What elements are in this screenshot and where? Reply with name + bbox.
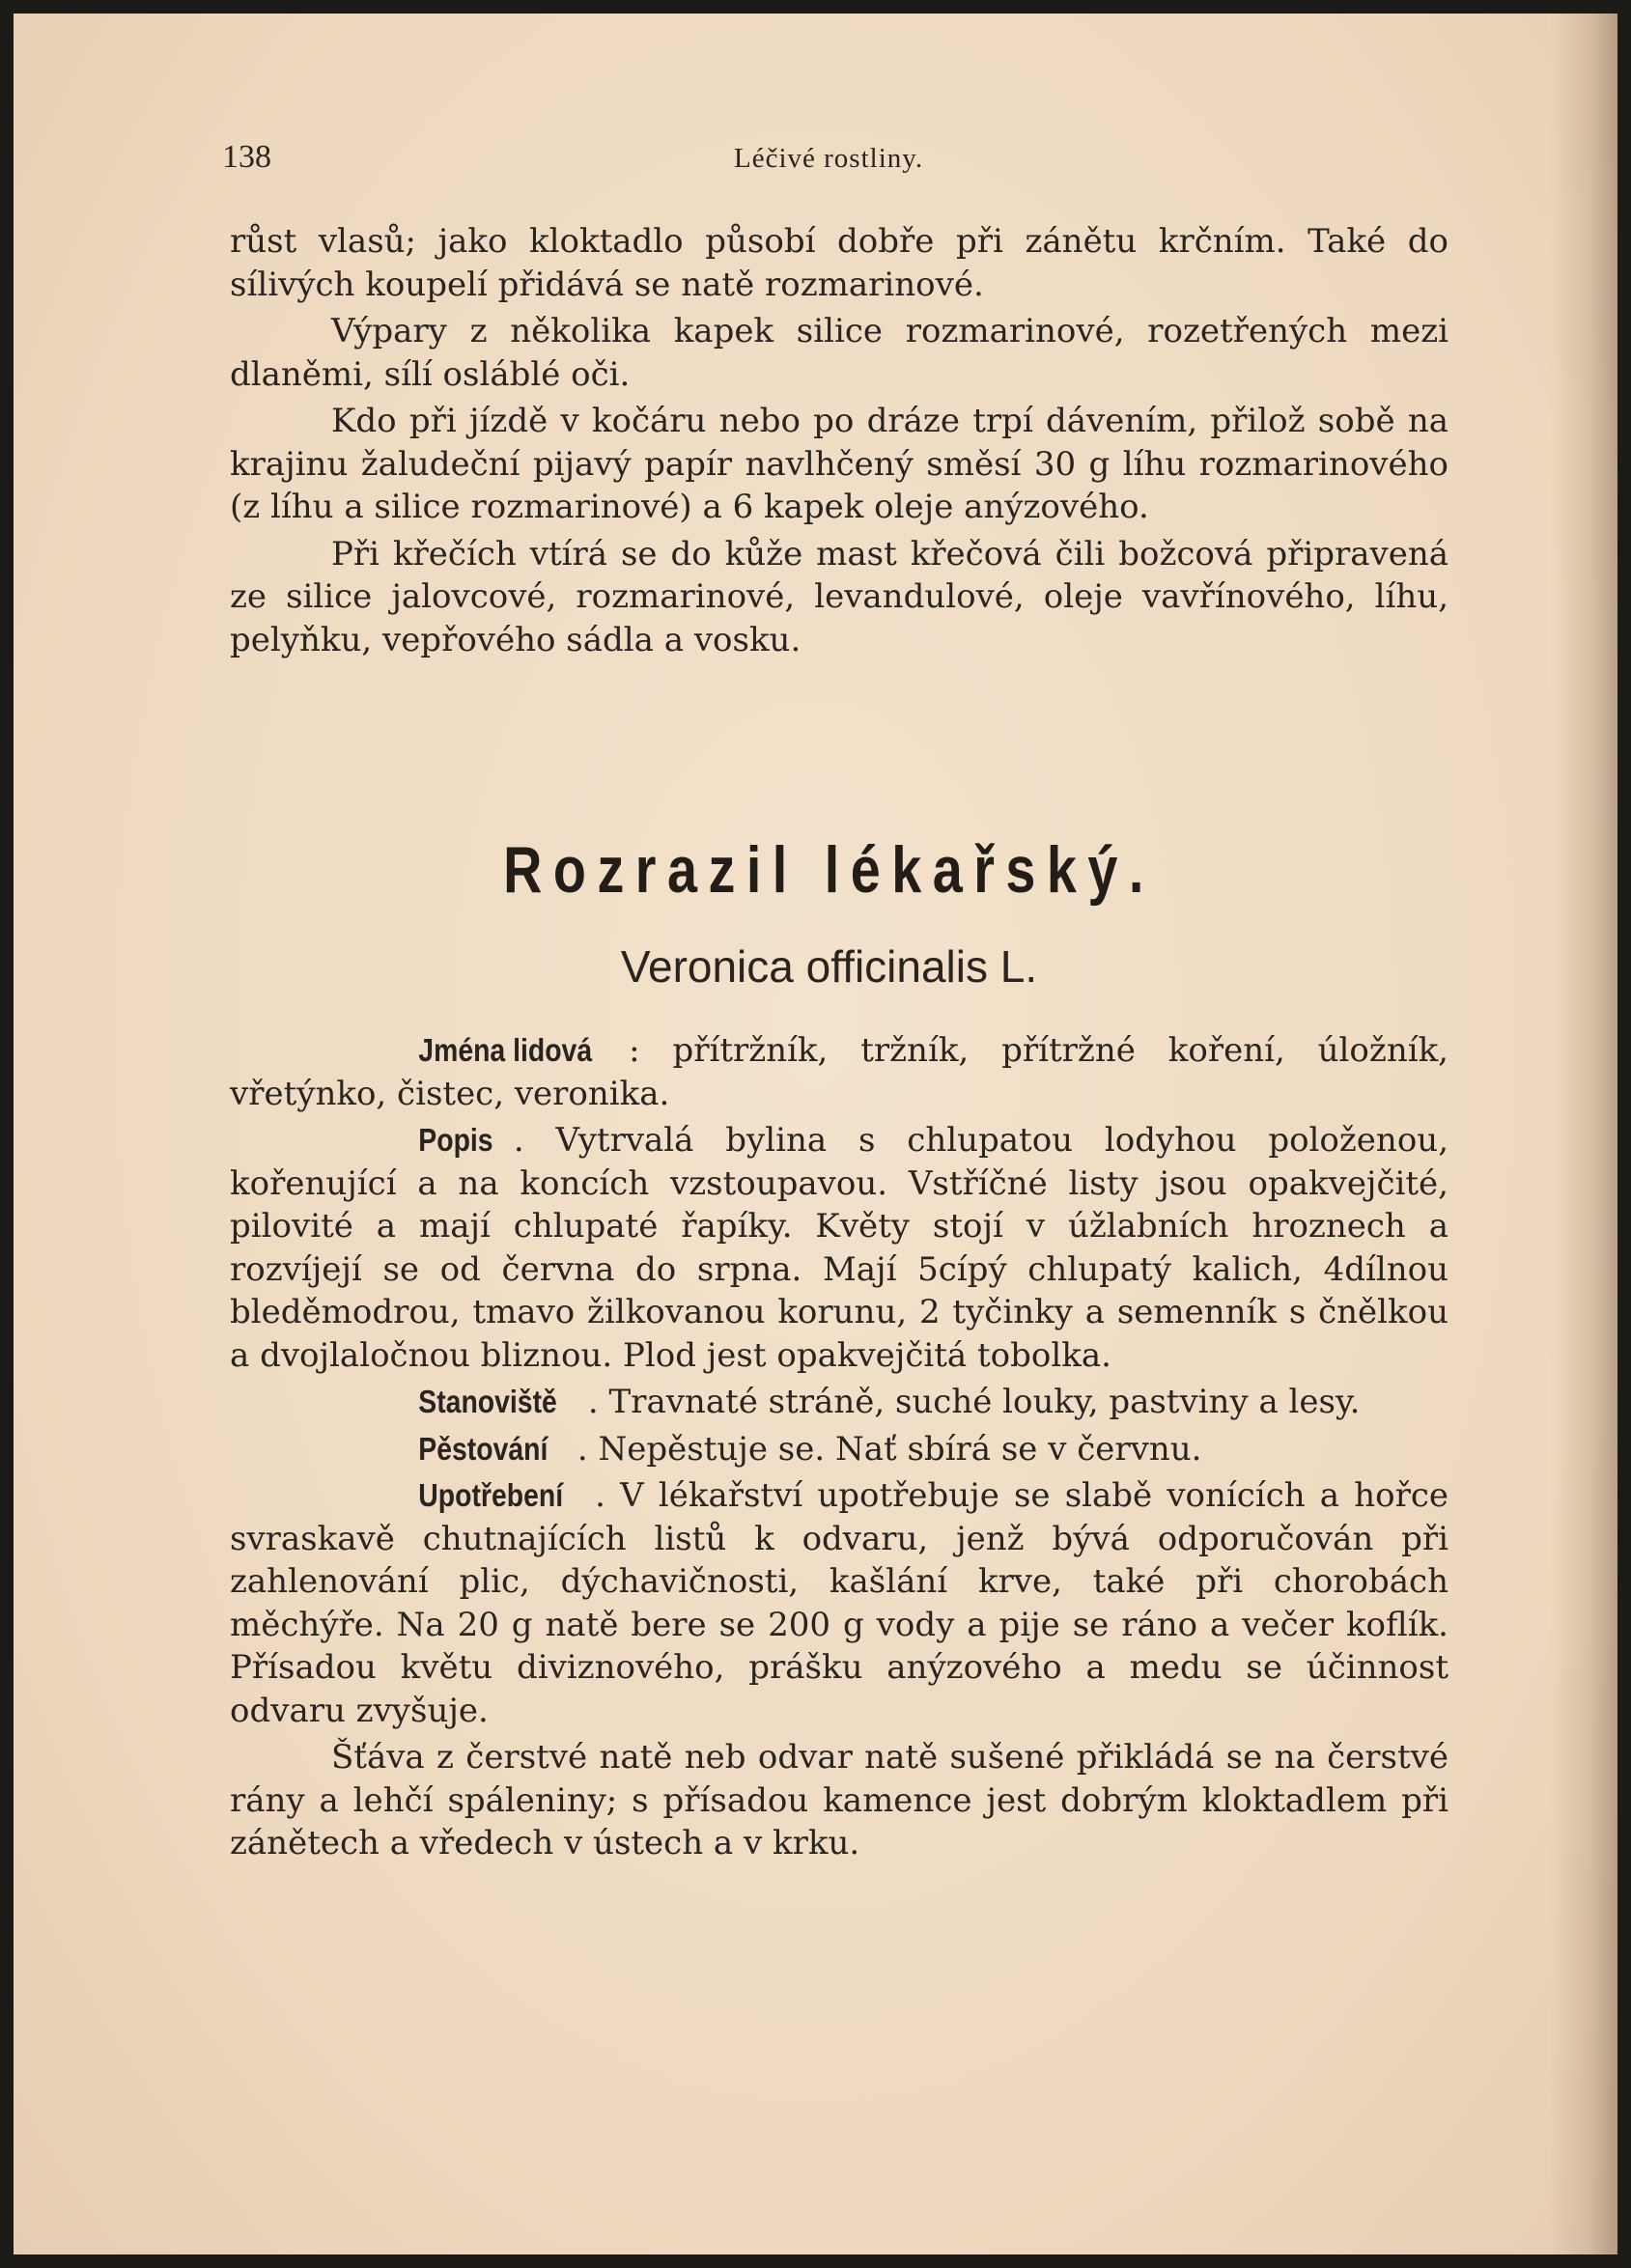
section-separator: . [595, 1476, 621, 1515]
section-label: Stanoviště [418, 1384, 557, 1419]
section-text: V lékařství upotřebuje se slabě vonících a hořce svraskavě chutnajících listů k odvaru, jenž bývá odporučován při zahlenování plic, dýchavičnosti, kašlání krve, také při chorobách měchýře. Na 20 g natě bere se 200 g vody a pije se ráno a večer koflík. Přísadou květu diviznového, prášku anýzového a medu se účinnost odvaru zvyšuje. [230, 1476, 1448, 1730]
paragraph: Výpary z několika kapek silice rozmarinové, rozetřených mezi dlaněmi, sílí osláblé oči. [230, 312, 1448, 394]
section-label: Upotřebení [418, 1477, 564, 1513]
section-text: Travnaté stráně, suché louky, pastviny a lesy. [608, 1383, 1361, 1421]
article-body [230, 1029, 1448, 1869]
section-text: přítržník, tržník, přítržné koření, úložník, vřetýnko, čistec, veronika. [230, 1031, 1448, 1113]
intro-text [230, 220, 1448, 665]
section-separator: . [587, 1383, 609, 1421]
section-text: Nepěstuje se. Nať sbírá se v červnu. [598, 1429, 1202, 1469]
paragraph: Při křečích vtírá se do kůže mast křečová čili božcová připravená ze silice jalovcové, rozmarinové, levandulové, oleje vavřínového, líhu, pelyňku, vepřového sádla a vosku. [230, 534, 1448, 659]
page-header [222, 139, 1448, 178]
paragraph: růst vlasů; jako kloktadlo působí dobře při zánětu krčním. Také do sílivých koupelí přidává se natě rozmarinové. [230, 222, 1448, 304]
article-title: Rozrazil lékařský. [503, 833, 1155, 907]
section-paragraph [230, 1428, 1448, 1471]
section-separator: . [513, 1121, 556, 1160]
closing-paragraph: Šťáva z čerstvé natě neb odvar natě sušené přikládá se na čerstvé rány a lehčí spáleniny; s přísadou kamence jest dobrým kloktadlem při zánětech a vředech v ústech a v krku. [230, 1738, 1448, 1862]
running-title: Léčivé rostliny. [734, 143, 924, 174]
latin-name: Veronica officinalis L. [620, 941, 1038, 992]
section-separator: . [576, 1429, 599, 1469]
section-label: Pěstování [418, 1430, 548, 1467]
section-paragraph [230, 1029, 1448, 1115]
section-label: Jména lidová [418, 1032, 593, 1068]
book-page [14, 14, 1617, 2254]
section-text: Vytrvalá bylina s chlupatou lodyhou položenou, kořenující a na koncích vzstoupavou. Vstříčné listy jsou opakvejčité, pilovité a mají chlupaté řapíky. Květy stojí v úžlabních hroznech a rozvíjejí se od června do srpna. Mají 5cípý chlupatý kalich, 4dílnou bleděmodrou, tmavo žilkovanou korunu, 2 tyčinky a semenník s čnělkou a dvojlaločnou bliznou. Plod jest opakvejčitá tobolka. [230, 1121, 1448, 1375]
paragraph: Kdo při jízdě v kočáru nebo po dráze trpí dávením, přilož sobě na krajinu žaludeční pijavý papír navlhčený směsí 30 g líhu rozmarinového (z líhu a silice rozmarinové) a 6 kapek oleje anýzového. [230, 402, 1448, 526]
page-gutter-shadow [1550, 14, 1617, 2254]
section-paragraph [230, 1381, 1448, 1424]
section-label: Popis [418, 1122, 493, 1158]
section-paragraph [230, 1474, 1448, 1732]
section-separator: : [629, 1031, 673, 1070]
page-number: 138 [222, 139, 271, 175]
section-paragraph [230, 1119, 1448, 1377]
